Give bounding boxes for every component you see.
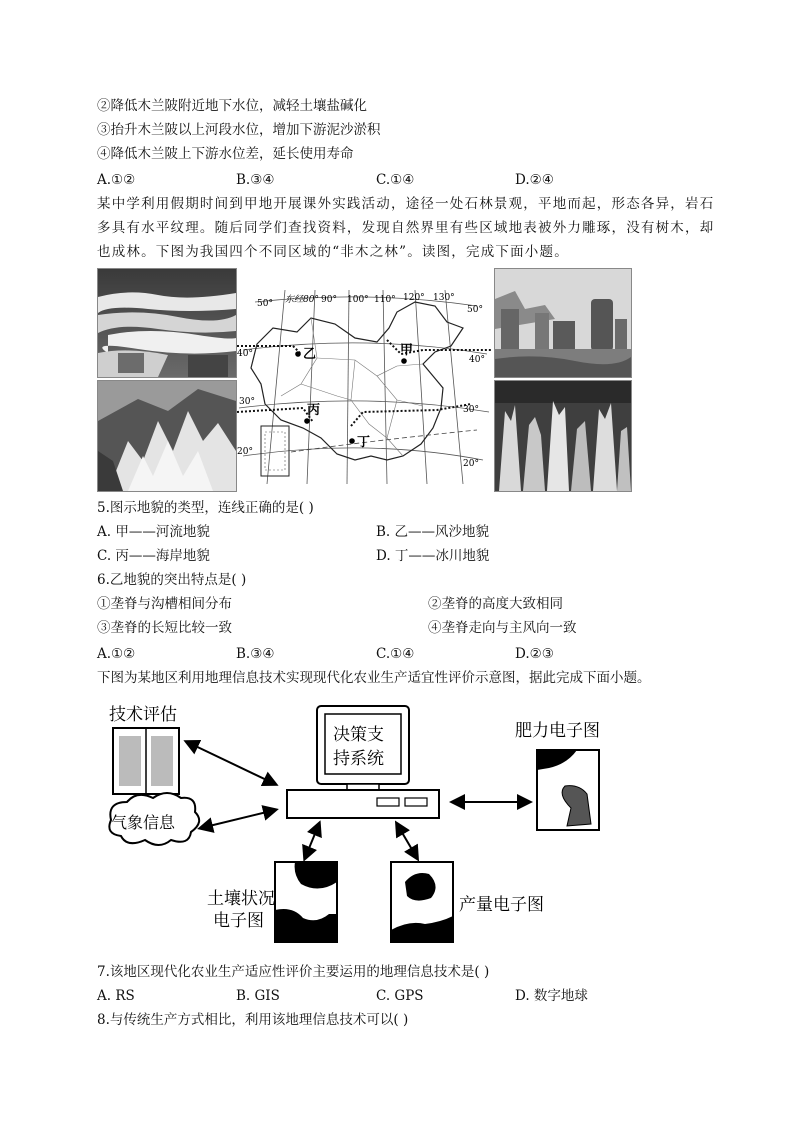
q7-choice-d: D. 数字地球 [515,988,588,1004]
map-lon-100: 100° [347,295,369,305]
q5-choice-d: D. 丁——冰川地貌 [376,548,490,564]
q6-choice-b: B.③④ [236,646,275,662]
tech-eval-label: 技术评估 [109,705,177,725]
map-lat-right-30: 30° [463,405,479,415]
map-lat-left-30: 30° [239,397,255,407]
q5-stem: 5.图示地貌的类型，连线正确的是( ) [97,500,314,516]
china-map [237,288,492,488]
map-lat-left-20: 20° [237,447,253,457]
map-label-ding: 丁 [357,435,371,450]
dss-line1: 决策支 [333,725,384,745]
map-label-jia: 甲 [400,343,414,358]
soil-label-line2: 电子图 [213,911,264,931]
q5-choice-a: A. 甲——河流地貌 [97,524,210,540]
passage1-line-3: 也成林。下图为我国四个不同区域的“非木之林”。读图，完成下面小题。 [97,244,569,260]
q4-choice-a: A.①② [97,172,136,188]
q7-choice-c: C. GPS [376,988,424,1004]
weather-label: 气象信息 [111,813,176,832]
q7-choice-a: A. RS [97,988,135,1004]
q7-stem: 7.该地区现代化农业生产适应性评价主要运用的地理信息技术是( ) [97,964,490,980]
map-label-yi: 乙 [303,347,317,362]
q7-choice-b: B. GIS [236,988,280,1004]
q6-choice-c: C.①④ [376,646,415,662]
fertility-map-icon [537,750,599,830]
map-lon-90: 90° [321,295,337,305]
danxia-photo [494,268,632,378]
q6-item-1: ①垄脊与沟槽相间分布 [97,596,232,612]
map-lat-right-40: 40° [469,355,485,365]
passage1-line-1: 某中学利用假期时间到甲地开展课外实践活动，途径一处石林景观，平地而起，形态各异，岩石 [97,196,715,212]
map-lat-left-40: 40° [237,349,253,359]
yield-map-icon [391,862,453,942]
q6-item-3: ③垄脊的长短比较一致 [97,620,232,636]
gis-diagram [97,698,617,948]
yield-label: 产量电子图 [459,895,544,915]
map-lat-left-50: 50° [257,299,273,309]
q6-item-4: ④垄脊走向与主风向一致 [428,620,577,636]
glacier-photo [97,380,237,492]
option-line-3: ③抬升木兰陂以上河段水位，增加下游泥沙淤积 [97,122,381,138]
fertility-label: 肥力电子图 [515,721,600,741]
map-label-bing: 丙 [307,403,321,418]
stone-forest-photo [494,380,632,492]
soil-map-icon [275,862,337,942]
q6-choice-a: A.①② [97,646,136,662]
q6-item-2: ②垄脊的高度大致相同 [428,596,563,612]
q5-choice-c: C. 丙——海岸地貌 [97,548,210,564]
map-lat-right-20: 20° [463,459,479,469]
q8-stem: 8.与传统生产方式相比，利用该地理信息技术可以( ) [97,1012,409,1028]
option-line-2: ②降低木兰陂附近地下水位，减轻土壤盐碱化 [97,98,367,114]
dss-line2: 持系统 [333,749,384,769]
map-lon-110: 110° [374,295,396,305]
passage1-line-2: 多具有水平纹理。随后同学们查找资料，发现自然界里有些区域地表被外力雕琢，没有树木，却 [97,220,715,236]
passage2: 下图为某地区利用地理信息技术实现现代化农业生产适宜性评价示意图，据此完成下面小题。 [97,670,651,686]
map-lon-120: 120° [403,293,425,303]
yardang-photo [97,268,237,378]
q6-stem: 6.乙地貌的突出特点是( ) [97,572,247,588]
soil-label-line1: 土壤状况 [207,889,275,909]
q4-choice-b: B.③④ [236,172,275,188]
q4-choice-d: D.②④ [515,172,554,188]
map-lon-header: 东经80° [285,295,319,305]
book-icon [113,728,179,794]
map-lat-right-50: 50° [467,305,483,315]
option-line-4: ④降低木兰陂上下游水位差，延长使用寿命 [97,146,354,162]
map-lon-130: 130° [433,293,455,303]
q4-choice-c: C.①④ [376,172,415,188]
q5-choice-b: B. 乙——风沙地貌 [376,524,490,540]
q6-choice-d: D.②③ [515,646,554,662]
